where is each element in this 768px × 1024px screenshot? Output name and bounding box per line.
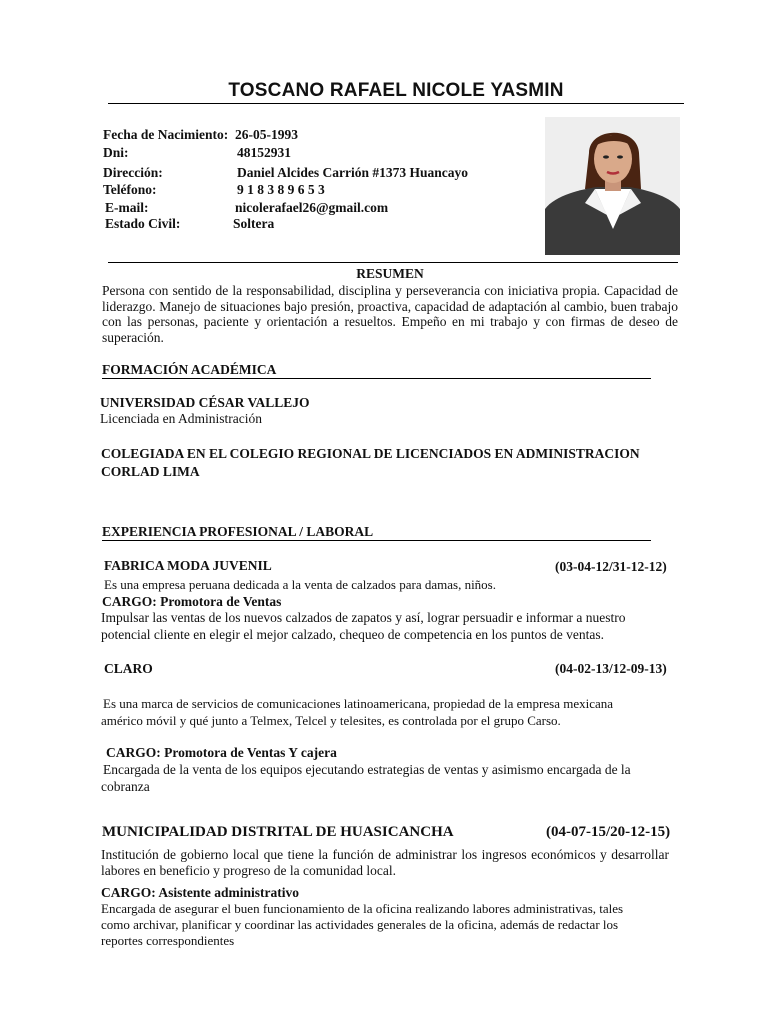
job-2-duties-line-1: Encargada de la venta de los equipos ejecutando estrategias de ventas y asimismo encargada de la bbox=[103, 762, 631, 777]
university-name: UNIVERSIDAD CÉSAR VALLEJO bbox=[100, 395, 310, 410]
job-3-duties-line-2: como archivar, planificar y coordinar las actividades generales de la oficina, además de redactar los bbox=[101, 917, 619, 932]
colegiada-line-1: COLEGIADA EN EL COLEGIO REGIONAL DE LICENCIADOS EN ADMINISTRACION bbox=[101, 446, 640, 461]
birthdate-value: 26-05-1993 bbox=[235, 127, 298, 142]
job-3-cargo: CARGO: Asistente administrativo bbox=[101, 885, 299, 900]
job-2-description-line-2: américo móvil y qué junto a Telmex, Telcel y telesites, es controlada por el grupo Carso. bbox=[101, 713, 561, 728]
phone-value: 9 1 8 3 8 9 6 5 3 bbox=[237, 182, 325, 197]
phone-label: Teléfono: bbox=[103, 182, 157, 197]
dni-label: Dni: bbox=[103, 145, 129, 160]
job-1-cargo: CARGO: Promotora de Ventas bbox=[102, 594, 282, 609]
job-1-company: FABRICA MODA JUVENIL bbox=[104, 558, 272, 573]
job-3-description: Institución de gobierno local que tiene la función de administrar los ingresos económicos y desarrollar labores en beneficio y progreso de la comunidad local. bbox=[101, 847, 669, 878]
job-3-company: MUNICIPALIDAD DISTRITAL DE HUASICANCHA bbox=[102, 824, 454, 840]
job-2-duties-line-2: cobranza bbox=[101, 779, 150, 794]
profile-photo bbox=[545, 117, 680, 255]
dni-value: 48152931 bbox=[237, 145, 291, 160]
job-2-description-line-1: Es una marca de servicios de comunicaciones latinoamericana, propiedad de la empresa mexicana bbox=[103, 696, 614, 711]
job-3-duties-line-3: reportes correspondientes bbox=[101, 933, 235, 948]
civil-status-value: Soltera bbox=[233, 216, 275, 231]
birthdate-label: Fecha de Nacimiento: bbox=[103, 127, 229, 142]
job-1-description: Es una empresa peruana dedicada a la venta de calzados para damas, niños. bbox=[104, 577, 496, 592]
civil-status-label: Estado Civil: bbox=[105, 216, 181, 231]
resume-name-title: TOSCANO RAFAEL NICOLE YASMIN bbox=[108, 80, 684, 104]
resumen-text: Persona con sentido de la responsabilidad, disciplina y perseverancia con iniciativa propia. Capacidad de liderazgo. Manejo de situaciones bajo presión, proactiva, capacidad de adaptación al cambio, buen trabajo con las personas, paciente y orientación a resueltos. Empeño en mi trabajo y con firmas de deseo de superación. bbox=[102, 283, 678, 345]
job-1-dates: (03-04-12/31-12-12) bbox=[555, 559, 667, 574]
colegiada-line-2: CORLAD LIMA bbox=[101, 464, 200, 479]
resumen-heading: RESUMEN bbox=[356, 266, 424, 281]
job-3-duties-line-1: Encargada de asegurar el buen funcionamiento de la oficina realizando labores administrativas, tales bbox=[101, 901, 624, 916]
job-1-duties-line-2: potencial cliente en elegir el mejor calzado, chequeo de competencia en los puntos de ventas. bbox=[101, 627, 605, 642]
formacion-heading: FORMACIÓN ACADÉMICA bbox=[102, 362, 651, 379]
portrait-icon bbox=[545, 117, 680, 255]
email-value: nicolerafael26@gmail.com bbox=[235, 200, 389, 215]
job-1-duties-line-1: Impulsar las ventas de los nuevos calzados de zapatos y así, lograr persuadir e informar a nuestro bbox=[101, 610, 626, 625]
address-value: Daniel Alcides Carrión #1373 Huancayo bbox=[237, 165, 469, 180]
job-2-company: CLARO bbox=[104, 661, 153, 676]
job-2-dates: (04-02-13/12-09-13) bbox=[555, 661, 667, 676]
job-3-dates: (04-07-15/20-12-15) bbox=[546, 824, 671, 840]
address-label: Dirección: bbox=[103, 165, 163, 180]
job-2-cargo: CARGO: Promotora de Ventas Y cajera bbox=[106, 745, 337, 760]
header-separator bbox=[108, 262, 678, 263]
experiencia-heading: EXPERIENCIA PROFESIONAL / LABORAL bbox=[102, 524, 651, 541]
degree-name: Licenciada en Administración bbox=[100, 411, 262, 426]
email-label: E-mail: bbox=[105, 200, 149, 215]
